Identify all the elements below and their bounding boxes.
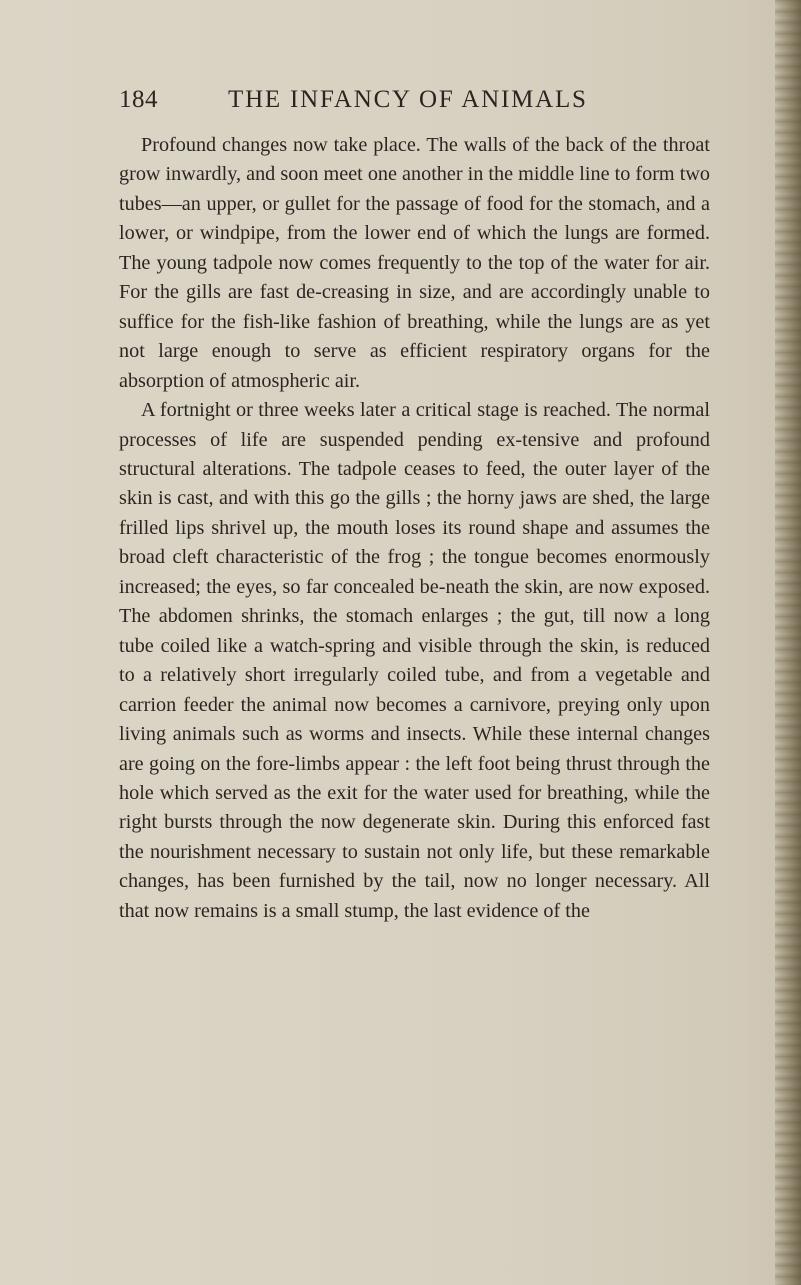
page-header: [119, 86, 719, 120]
body-text: [119, 131, 710, 926]
paragraph-1: Profound changes now take place. The walls of the back of the throat grow inwardly, and soon meet one another in the middle line to form two tubes—an upper, or gullet for the passage of food for the stomach, and a lower, or windpipe, from the lower end of which the lungs are formed. The young tadpole now comes frequently to the top of the water for air. For the gills are fast de-creasing in size, and are accordingly unable to suffice for the fish-like fashion of breathing, while the lungs are as yet not large enough to serve as efficient respiratory organs for the absorption of atmospheric air.: [119, 134, 710, 392]
paragraph-2: A fortnight or three weeks later a critical stage is reached. The normal processes of life are suspended pending ex-tensive and profound structural alterations. The tadpole ceases to feed, the outer layer of the skin is cast, and with this go the gills ; the horny jaws are shed, the large frilled lips shrivel up, the mouth loses its round shape and assumes the broad cleft characteristic of the frog ; the tongue becomes enormously increased; the eyes, so far concealed be-neath the skin, are now exposed. The abdomen shrinks, the stomach enlarges ; the gut, till now a long tube coiled like a watch-spring and visible through the skin, is reduced to a relatively short irregularly coiled tube, and from a vegetable and carrion feeder the animal now becomes a carnivore, preying only upon living animals such as worms and insects. While these internal changes are going on the fore-limbs appear : the left foot being thrust through the hole which served as the exit for the water used for breathing, while the right bursts through the now degenerate skin. During this enforced fast the nourishment necessary to sustain not only life, but these remarkable changes, has been furnished by the tail, now no longer necessary. All that now remains is a small stump, the last evidence of the: [119, 399, 710, 922]
page-edge-shadow: [775, 0, 801, 1285]
page-number: 184: [119, 86, 158, 113]
running-head: THE INFANCY OF ANIMALS: [228, 86, 588, 113]
